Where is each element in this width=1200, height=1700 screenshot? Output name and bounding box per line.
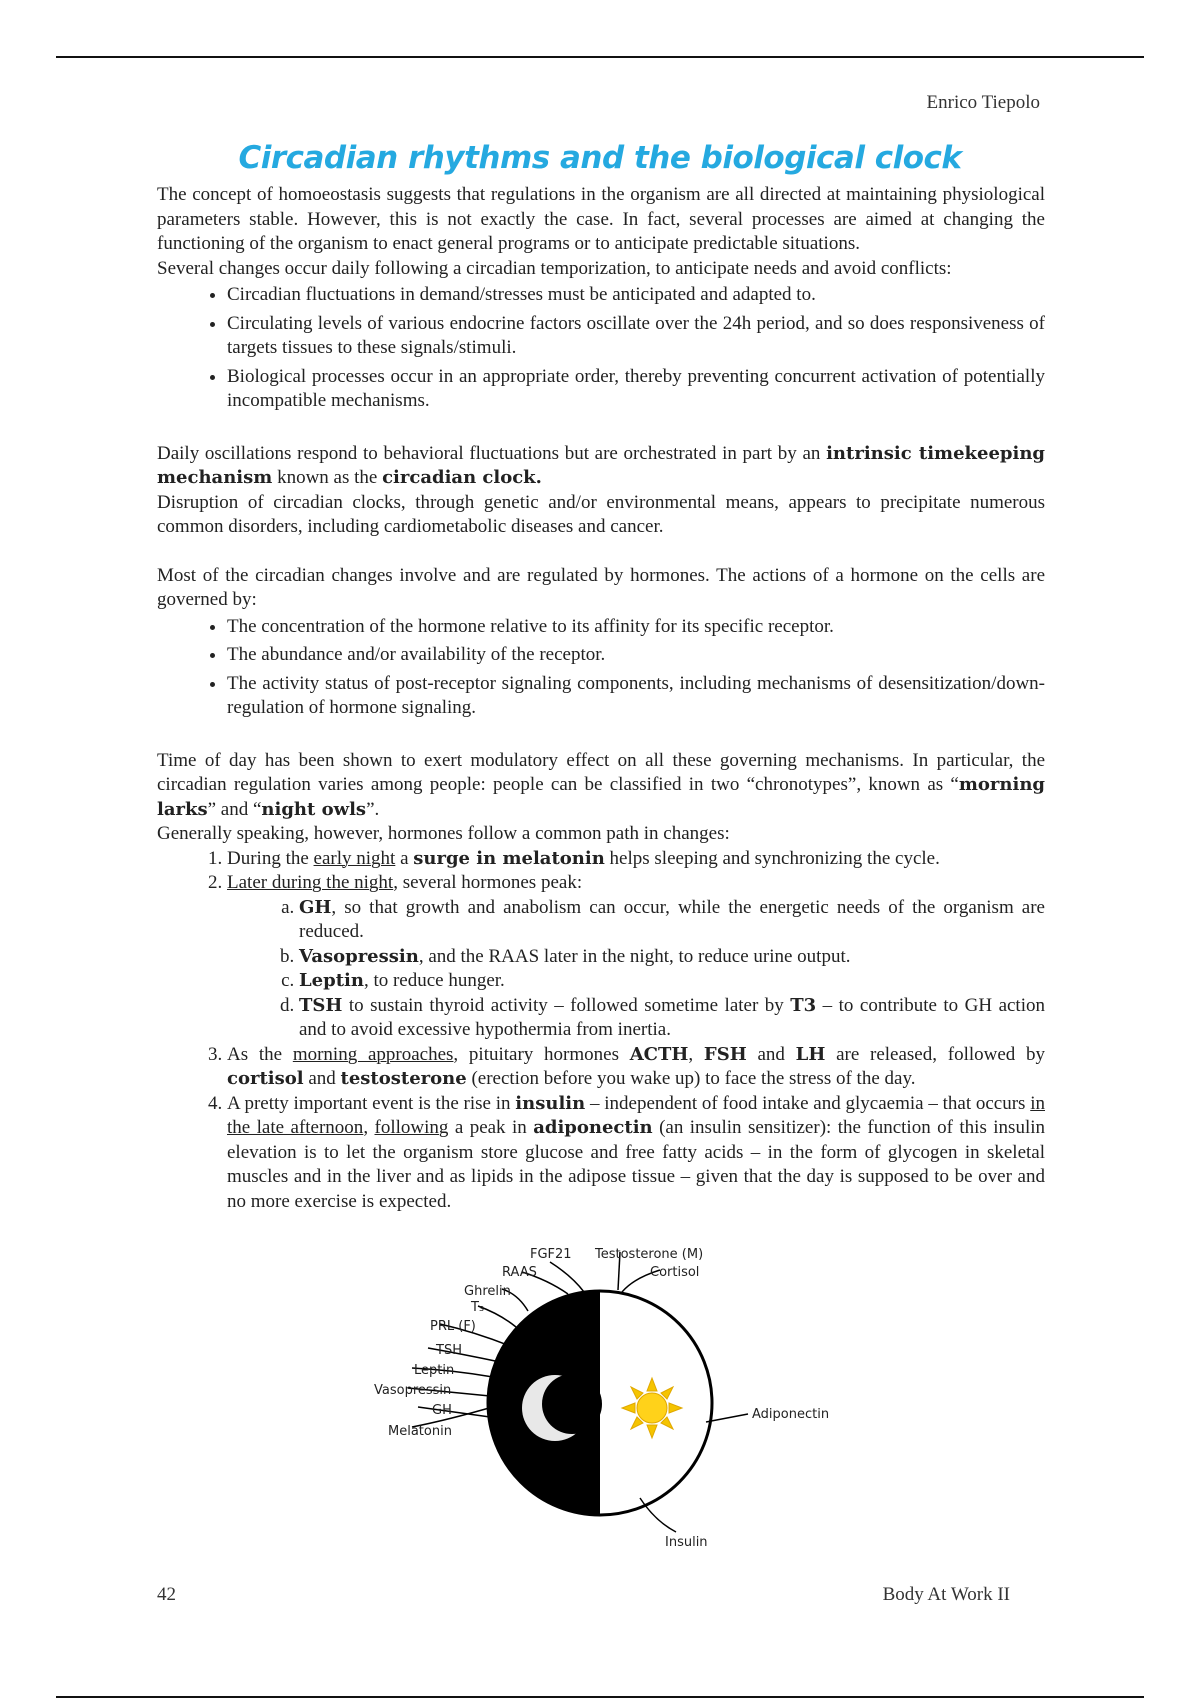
- page-number: 42: [157, 1584, 176, 1605]
- hormone-steps-list: [157, 847, 1045, 1215]
- label-ghrelin: Ghrelin: [464, 1284, 511, 1299]
- clock-paragraph: Daily oscillations respond to behavioral fluctuations but are orchestrated in part by an intrinsic timekeeping mechanism known as the circadian clock.: [157, 442, 1045, 488]
- label-vasopressin: Vasopressin: [374, 1383, 452, 1398]
- label-melatonin: Melatonin: [388, 1424, 452, 1439]
- chronotype-paragraph: Time of day has been shown to exert modulatory effect on all these governing mechanisms. In particular, the circadian regulation varies among people: people can be classified in two “chronotypes”, known as “morning larks” and “night owls”.: [157, 749, 1045, 820]
- list-item: • The concentration of the hormone relative to its affinity for its specific receptor.: [227, 615, 1045, 640]
- page-title: Circadian rhythms and the biological clock: [238, 140, 962, 176]
- label-t3: T₃: [471, 1300, 485, 1315]
- list-item: • Circadian fluctuations in demand/stresses must be anticipated and adapted to.: [227, 283, 1045, 308]
- list-item: a. GH, so that growth and anabolism can occur, while the energetic needs of the organism are reduced.: [299, 896, 1045, 945]
- label-cortisol: Cortisol: [650, 1265, 700, 1280]
- list-item: • The activity status of post-receptor signaling components, including mechanisms of desensitization/down-regulation of hormone signaling.: [227, 672, 1045, 721]
- top-rule: [56, 56, 1144, 58]
- book-title: Body At Work II: [882, 1584, 1010, 1605]
- list-item: 1. During the early night a surge in melatonin helps sleeping and synchronizing the cycle.: [227, 847, 1045, 872]
- label-fgf21: FGF21: [530, 1247, 572, 1262]
- intro-paragraph: The concept of homoeostasis suggests that regulations in the organism are all directed at maintaining physiological parameters stable. However, this is not exactly the case. In fact, several processes are aimed at changing the functioning of the organism to enact general programs or to anticipate predictable situations.: [157, 184, 1045, 254]
- list-item: 4. A pretty important event is the rise in insulin – independent of food intake and glycaemia – that occurs in the late afternoon, following a peak in adiponectin (an insulin sensitizer): the function of this insulin elevation is to let the organism store glucose and free fatty acids – in the form of glycogen in skeletal muscles and in the liver and as lipids in the adipose tissue – given that the day is supposed to be over and no more exercise is expected.: [227, 1092, 1045, 1215]
- list-item: b. Vasopressin, and the RAAS later in the night, to reduce urine output.: [299, 945, 1045, 970]
- bottom-rule: [56, 1696, 1144, 1698]
- common-path-paragraph: Generally speaking, however, hormones follow a common path in changes:: [157, 823, 730, 844]
- main-text: [157, 183, 1045, 1214]
- label-adiponectin: Adiponectin: [752, 1407, 830, 1422]
- list-item: c. Leptin, to reduce hunger.: [299, 969, 1045, 994]
- list-item: 2. Later during the night, several hormones peak: a. GH, so that growth and anabolism can occur, while the energetic needs of the organism are reduced. b. Vasopressin, and the RAAS later in the night, to reduce urine output. c. Leptin, to reduce hunger. d. TSH to sustain thyroid activity – followed sometime later by T3 – to contribute to GH action and to avoid excessive hypothermia from inertia.: [227, 871, 1045, 1043]
- list-item: • Biological processes occur in an appropriate order, thereby preventing concurrent activation of potentially incompatible mechanisms.: [227, 365, 1045, 414]
- sun-icon: [622, 1378, 682, 1438]
- label-insulin: Insulin: [665, 1535, 708, 1550]
- circadian-clock-diagram: [350, 1236, 850, 1566]
- label-testosterone: Testosterone (M): [595, 1247, 704, 1262]
- hormones-paragraph: Most of the circadian changes involve and are regulated by hormones. The actions of a hormone on the cells are governed by:: [157, 564, 1045, 610]
- label-leptin: Leptin: [414, 1363, 455, 1378]
- author-name: Enrico Tiepolo: [926, 92, 1040, 113]
- hormones-bullet-list: [157, 615, 1045, 721]
- intro-bullet-list: [157, 283, 1045, 414]
- intro-paragraph-2: Several changes occur daily following a circadian temporization, to anticipate needs and avoid conflicts:: [157, 257, 952, 279]
- label-tsh: TSH: [436, 1343, 462, 1358]
- list-item: • Circulating levels of various endocrine factors oscillate over the 24h period, and so does responsiveness of targets tissues to these signals/stimuli.: [227, 312, 1045, 361]
- list-item: d. TSH to sustain thyroid activity – followed sometime later by T3 – to contribute to GH action and to avoid excessive hypothermia from inertia.: [299, 994, 1045, 1043]
- label-prl: PRL (F): [430, 1319, 476, 1334]
- list-item: 3. As the morning approaches, pituitary hormones ACTH, FSH and LH are released, followed by cortisol and testosterone (erection before you wake up) to face the stress of the day.: [227, 1043, 1045, 1092]
- label-gh: GH: [432, 1403, 452, 1418]
- list-item: • The abundance and/or availability of the receptor.: [227, 643, 1045, 668]
- label-raas: RAAS: [502, 1265, 537, 1280]
- disruption-paragraph: Disruption of circadian clocks, through genetic and/or environmental means, appears to precipitate numerous common disorders, including cardiometabolic diseases and cancer.: [157, 491, 1045, 537]
- night-hormones-list: [227, 896, 1045, 1043]
